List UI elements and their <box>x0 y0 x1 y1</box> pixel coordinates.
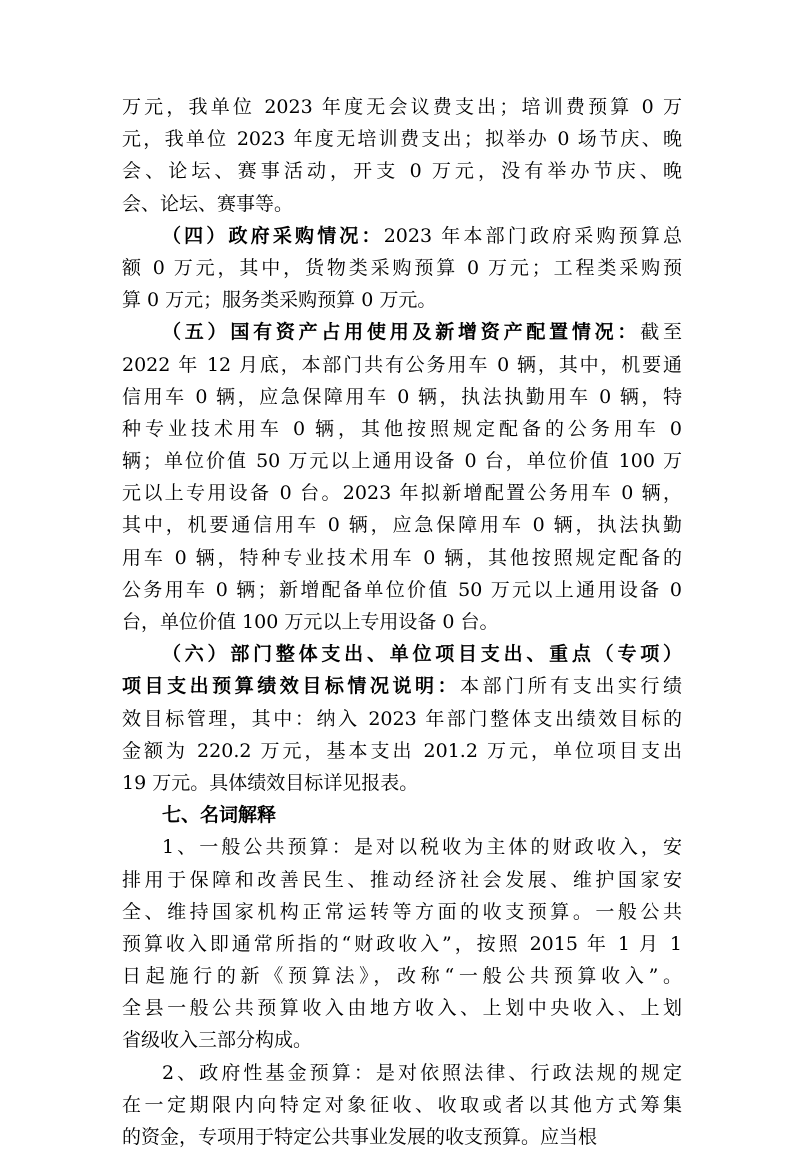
body-text: 会、论坛、赛事等。 <box>122 192 294 215</box>
bold-heading-text: 项目支出预算绩效目标情况说明： <box>122 675 461 698</box>
body-text: 公务用车 0 辆；新增配备单位价值 50 万元以上通用设备 0 <box>122 578 682 601</box>
text-line <box>122 509 682 541</box>
body-text: 全、维持国家机构正常运转等方面的收支预算。一般公共 <box>122 900 682 923</box>
text-line <box>122 252 682 284</box>
body-text: 19 万元。具体绩效目标详见报表。 <box>122 771 419 794</box>
text-line <box>122 928 682 960</box>
body-text: 金额为 220.2 万元，基本支出 201.2 万元，单位项目支出 <box>122 739 682 762</box>
document-body <box>122 91 682 1153</box>
paragraph <box>122 1057 682 1153</box>
paragraph <box>122 831 682 1056</box>
paragraph <box>122 91 682 220</box>
body-text: 台，单位价值 100 万元以上专用设备 0 台。 <box>122 611 499 633</box>
bold-heading-text: （六）部门整体支出、单位项目支出、重点（专项） <box>162 643 682 666</box>
text-line <box>122 1057 682 1089</box>
body-text: 预算收入即通常所指的“财政收入”，按照 2015 年 1 月 1 <box>122 932 682 955</box>
body-text: 用车 0 辆，特种专业技术用车 0 辆，其他按照规定配备的 <box>122 546 682 569</box>
text-line <box>122 992 682 1024</box>
body-text: 2023 年本部门政府采购预算总 <box>383 224 682 247</box>
text-line <box>122 316 682 348</box>
text-line <box>122 413 682 445</box>
bold-heading-text: （五）国有资产占用使用及新增资产配置情况： <box>162 321 641 344</box>
text-line <box>122 349 682 381</box>
text-line <box>122 477 682 509</box>
text-line <box>122 767 682 799</box>
text-line <box>122 703 682 735</box>
text-line <box>122 1121 682 1153</box>
paragraph <box>122 638 682 799</box>
text-line <box>122 1089 682 1121</box>
text-line <box>122 284 682 316</box>
paragraph <box>122 220 682 317</box>
bold-heading-text: 七、名词解释 <box>162 804 277 827</box>
text-line <box>122 574 682 606</box>
body-text: 算 0 万元；服务类采购预算 0 万元。 <box>122 289 437 312</box>
body-text: 的资金，专项用于特定公共事业发展的收支预算。应当根 <box>122 1126 598 1148</box>
body-text: 1、一般公共预算：是对以税收为主体的财政收入，安 <box>162 836 682 859</box>
text-line <box>122 670 682 702</box>
text-line <box>122 896 682 928</box>
text-line <box>122 445 682 477</box>
body-text: 额 0 万元，其中，货物类采购预算 0 万元；工程类采购预 <box>122 256 682 279</box>
text-line <box>122 91 682 123</box>
body-text: 排用于保障和改善民生、推动经济社会发展、维护国家安 <box>122 868 682 891</box>
body-text: 截至 <box>640 321 682 344</box>
text-line <box>122 831 682 863</box>
body-text: 元，我单位 2023 年度无培训费支出；拟举办 0 场节庆、晚 <box>122 128 682 151</box>
text-line <box>122 155 682 187</box>
text-line <box>122 220 682 252</box>
body-text: 其中，机要通信用车 0 辆，应急保障用车 0 辆，执法执勤 <box>122 514 682 537</box>
text-line <box>122 638 682 670</box>
body-text: 辆；单位价值 50 万元以上通用设备 0 台，单位价值 100 万 <box>122 450 682 473</box>
body-text: 种专业技术用车 0 辆，其他按照规定配备的公务用车 0 <box>122 417 682 440</box>
bold-heading-text: （四）政府采购情况： <box>162 224 384 247</box>
body-text: 在一定期限内向特定对象征收、收取或者以其他方式筹集 <box>122 1093 682 1116</box>
text-line <box>122 864 682 896</box>
body-text: 本部门所有支出实行绩 <box>460 675 682 698</box>
body-text: 元以上专用设备 0 台。2023 年拟新增配置公务用车 0 辆， <box>122 482 682 505</box>
text-line <box>122 606 682 638</box>
body-text: 会、论坛、赛事活动，开支 0 万元，没有举办节庆、晚 <box>122 160 682 183</box>
body-text: 效目标管理，其中：纳入 2023 年部门整体支出绩效目标的 <box>122 707 682 730</box>
body-text: 日起施行的新《预算法》，改称“一般公共预算收入”。 <box>122 965 682 988</box>
body-text: 信用车 0 辆，应急保障用车 0 辆，执法执勤用车 0 辆，特 <box>122 385 682 408</box>
text-line <box>122 381 682 413</box>
body-text: 全县一般公共预算收入由地方收入、上划中央收入、上划 <box>122 997 682 1020</box>
text-line <box>122 123 682 155</box>
text-line <box>122 799 682 831</box>
text-line <box>122 735 682 767</box>
body-text: 万元，我单位 2023 年度无会议费支出；培训费预算 0 万 <box>122 96 682 118</box>
body-text: 2、政府性基金预算：是对依照法律、行政法规的规定 <box>162 1061 682 1084</box>
text-line <box>122 542 682 574</box>
body-text: 2022 年 12 月底，本部门共有公务用车 0 辆，其中，机要通 <box>122 353 682 376</box>
text-line <box>122 960 682 992</box>
text-line <box>122 1024 682 1056</box>
body-text: 省级收入三部分构成。 <box>122 1029 313 1052</box>
paragraph <box>122 799 682 831</box>
paragraph <box>122 316 682 638</box>
text-line <box>122 188 682 220</box>
